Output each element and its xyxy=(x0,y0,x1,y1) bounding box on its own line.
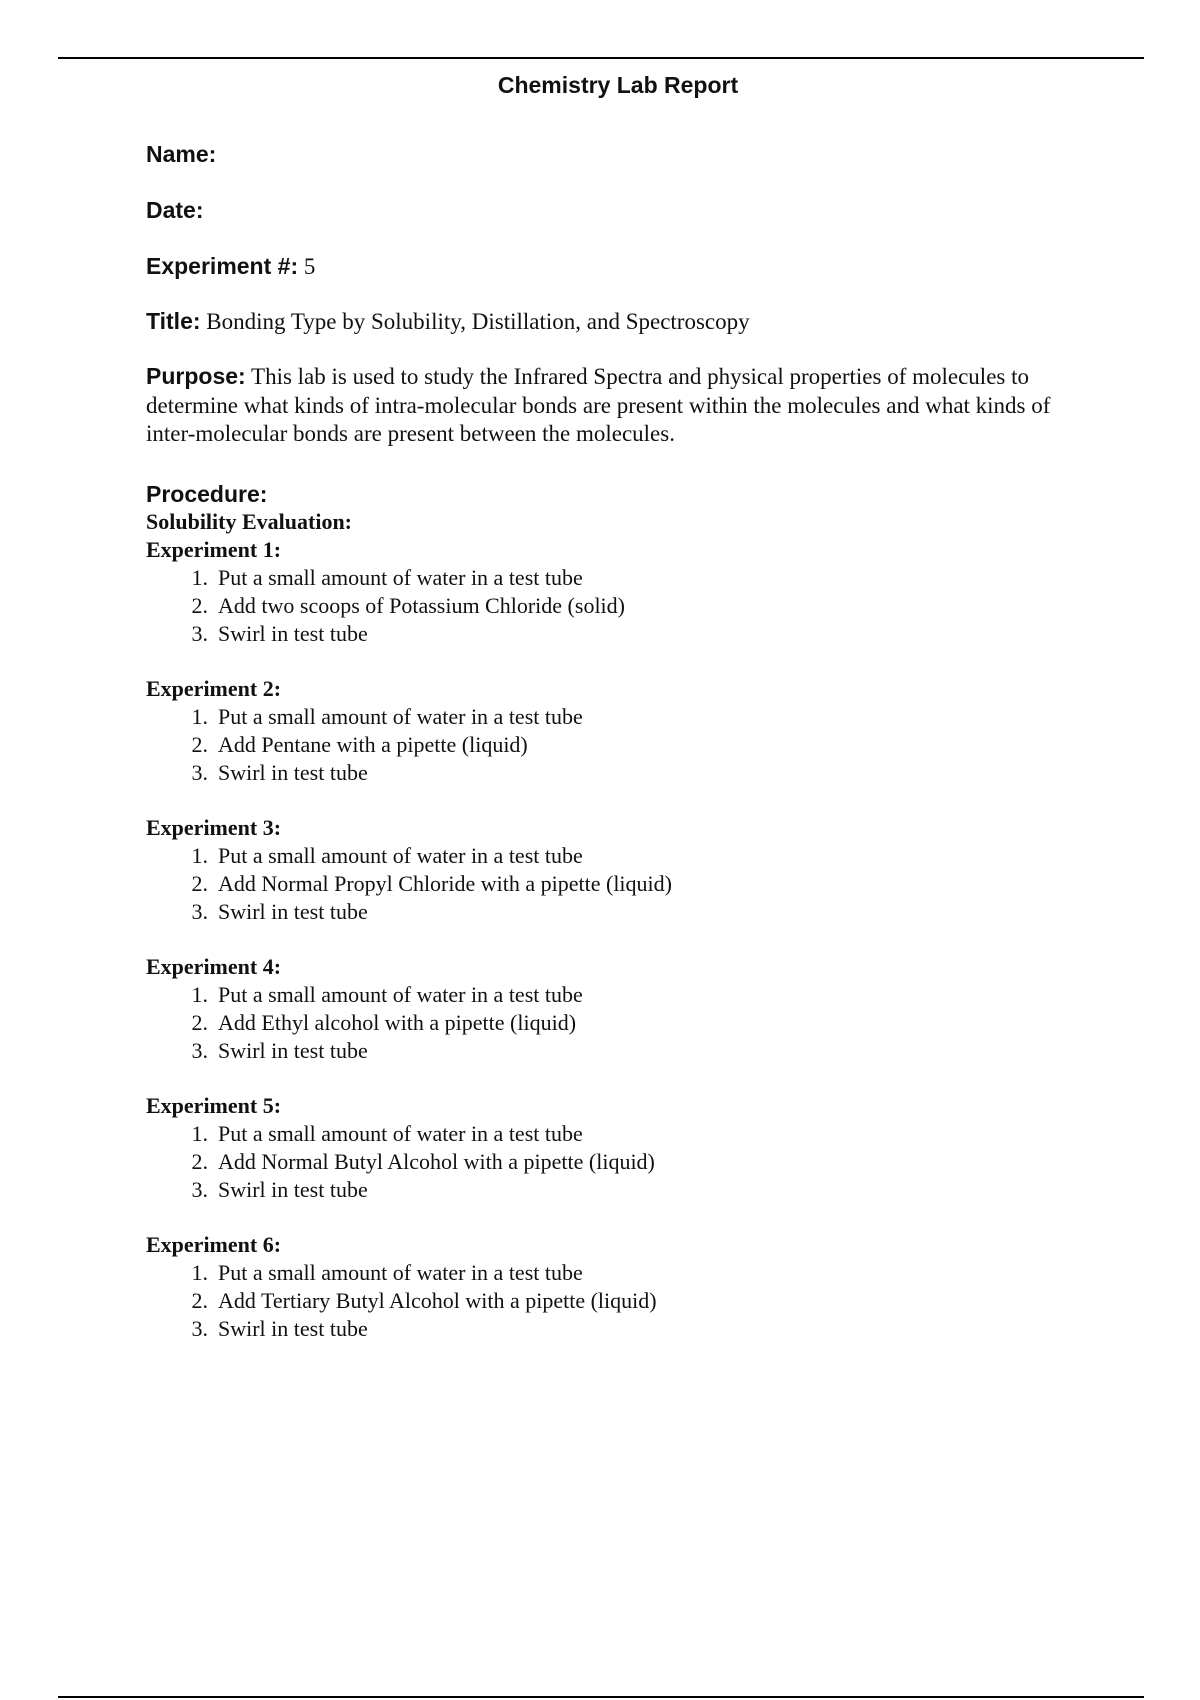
step-number: 2. xyxy=(191,1149,208,1174)
step-item xyxy=(146,1120,1086,1148)
step-text: Put a small amount of water in a test tube xyxy=(218,1121,583,1146)
experiment-heading: Experiment 5: xyxy=(146,1093,282,1118)
step-number: 3. xyxy=(191,621,208,646)
step-item xyxy=(146,759,1086,787)
experiment-heading: Experiment 3: xyxy=(146,815,282,840)
step-list xyxy=(146,842,1086,926)
step-text: Put a small amount of water in a test tube xyxy=(218,982,583,1007)
step-number: 3. xyxy=(191,1177,208,1202)
step-item xyxy=(146,842,1086,870)
step-number: 2. xyxy=(191,1010,208,1035)
experiment-gap xyxy=(146,787,1086,814)
date-label: Date: xyxy=(146,197,204,223)
experiment-heading: Experiment 2: xyxy=(146,676,282,701)
step-list xyxy=(146,564,1086,648)
step-item xyxy=(146,703,1086,731)
step-item xyxy=(146,1315,1086,1343)
step-item xyxy=(146,1287,1086,1315)
step-item xyxy=(146,1009,1086,1037)
step-text: Add two scoops of Potassium Chloride (solid) xyxy=(218,593,625,618)
step-number: 1. xyxy=(191,982,208,1007)
step-number: 1. xyxy=(191,843,208,868)
experiment-3 xyxy=(146,814,1086,926)
step-number: 2. xyxy=(191,732,208,757)
step-text: Add Normal Butyl Alcohol with a pipette (liquid) xyxy=(218,1149,655,1174)
experiment-gap xyxy=(146,648,1086,675)
step-number: 1. xyxy=(191,1260,208,1285)
step-text: Put a small amount of water in a test tube xyxy=(218,565,583,590)
step-text: Swirl in test tube xyxy=(218,1038,368,1063)
experiment-gap xyxy=(146,926,1086,953)
experiment-gap xyxy=(146,1204,1086,1231)
step-text: Put a small amount of water in a test tube xyxy=(218,1260,583,1285)
experiment-2 xyxy=(146,675,1086,787)
purpose-field xyxy=(146,362,1086,449)
experiment-number-field xyxy=(146,252,315,281)
step-item xyxy=(146,1037,1086,1065)
step-item xyxy=(146,898,1086,926)
step-text: Add Tertiary Butyl Alcohol with a pipette (liquid) xyxy=(218,1288,657,1313)
top-rule xyxy=(58,57,1144,59)
step-list xyxy=(146,703,1086,787)
step-text: Add Ethyl alcohol with a pipette (liquid) xyxy=(218,1010,577,1035)
experiment-1 xyxy=(146,536,1086,648)
procedure-heading: Procedure: xyxy=(146,481,268,507)
step-number: 2. xyxy=(191,871,208,896)
experiment-list xyxy=(146,536,1086,1343)
step-item xyxy=(146,870,1086,898)
experiment-gap xyxy=(146,1065,1086,1092)
step-item xyxy=(146,731,1086,759)
step-item xyxy=(146,620,1086,648)
step-item xyxy=(146,564,1086,592)
procedure-section xyxy=(146,480,1086,1343)
experiment-6 xyxy=(146,1231,1086,1343)
step-number: 3. xyxy=(191,1038,208,1063)
name-field xyxy=(146,140,216,169)
step-number: 2. xyxy=(191,593,208,618)
experiment-heading: Experiment 1: xyxy=(146,537,282,562)
step-text: Add Normal Propyl Chloride with a pipette (liquid) xyxy=(218,871,672,896)
step-number: 1. xyxy=(191,565,208,590)
title-value: Bonding Type by Solubility, Distillation, and Spectroscopy xyxy=(206,309,750,334)
step-number: 1. xyxy=(191,1121,208,1146)
step-list xyxy=(146,1259,1086,1343)
step-text: Swirl in test tube xyxy=(218,899,368,924)
step-list xyxy=(146,1120,1086,1204)
step-text: Swirl in test tube xyxy=(218,1316,368,1341)
step-text: Swirl in test tube xyxy=(218,760,368,785)
bottom-rule xyxy=(58,1696,1144,1698)
step-text: Swirl in test tube xyxy=(218,1177,368,1202)
name-label: Name: xyxy=(146,141,217,167)
purpose-label: Purpose: xyxy=(146,363,246,389)
step-number: 2. xyxy=(191,1288,208,1313)
solubility-subheading: Solubility Evaluation: xyxy=(146,509,353,534)
step-item xyxy=(146,1176,1086,1204)
step-item xyxy=(146,592,1086,620)
step-number: 3. xyxy=(191,760,208,785)
experiment-4 xyxy=(146,953,1086,1065)
experiment-heading: Experiment 4: xyxy=(146,954,282,979)
experiment-number-value: 5 xyxy=(303,254,316,279)
date-field xyxy=(146,196,204,225)
step-text: Add Pentane with a pipette (liquid) xyxy=(218,732,528,757)
step-item xyxy=(146,1148,1086,1176)
title-field xyxy=(146,307,750,336)
step-number: 3. xyxy=(191,1316,208,1341)
document-title: Chemistry Lab Report xyxy=(497,72,739,98)
step-text: Put a small amount of water in a test tube xyxy=(218,704,583,729)
experiment-heading: Experiment 6: xyxy=(146,1232,282,1257)
step-list xyxy=(146,981,1086,1065)
purpose-value: This lab is used to study the Infrared Spectra and physical properties of molecules to determine what kinds of intra-molecular bonds are present within the molecules and what kinds of inter-molecular bonds are present between the molecules. xyxy=(146,364,1051,446)
title-label: Title: xyxy=(146,308,201,334)
step-number: 3. xyxy=(191,899,208,924)
experiment-5 xyxy=(146,1092,1086,1204)
experiment-number-label: Experiment #: xyxy=(146,253,299,279)
step-number: 1. xyxy=(191,704,208,729)
step-text: Put a small amount of water in a test tube xyxy=(218,843,583,868)
step-item xyxy=(146,1259,1086,1287)
step-item xyxy=(146,981,1086,1009)
step-text: Swirl in test tube xyxy=(218,621,368,646)
